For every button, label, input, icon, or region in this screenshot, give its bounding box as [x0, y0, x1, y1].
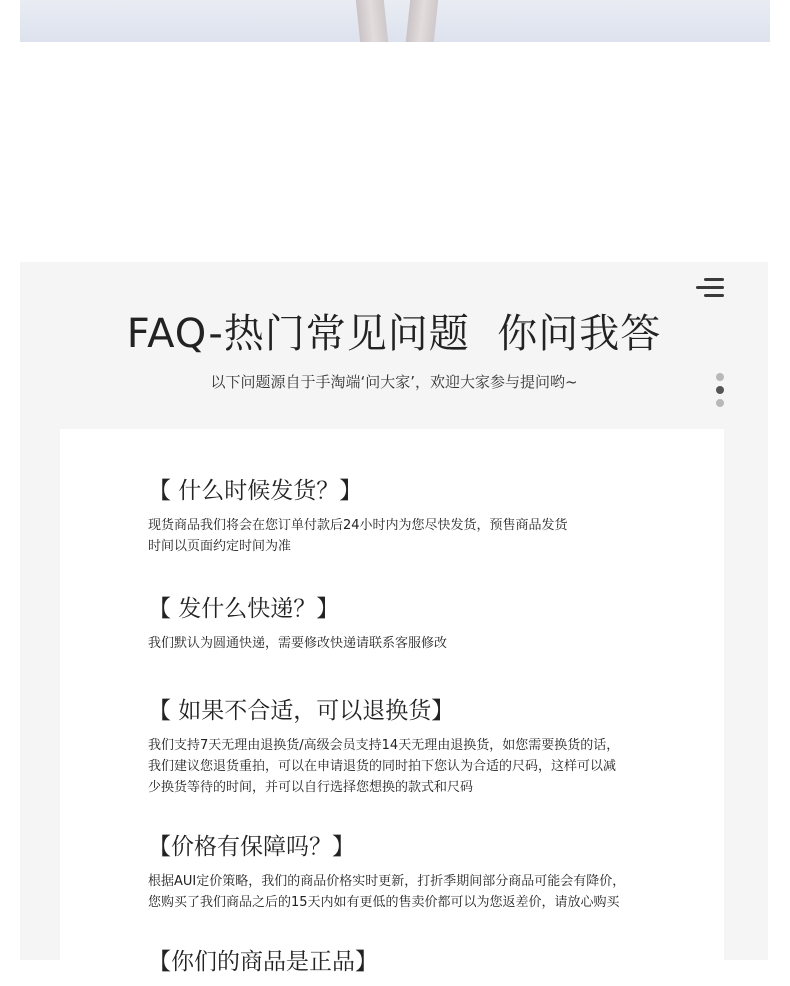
- faq-item: [148, 590, 658, 654]
- faq-item: [148, 943, 658, 986]
- faq-answer: 我们默认为圆通快递，需要修改快递请联系客服修改: [148, 636, 448, 651]
- menu-line: [696, 286, 724, 289]
- faq-answer: 现货商品我们将会在您订单付款后24小时内为您尽快发货，预售商品发货 时间以页面约定时间为准: [148, 518, 568, 554]
- pager-dots-icon[interactable]: [716, 373, 724, 412]
- pager-dot[interactable]: [716, 373, 724, 381]
- model-leg-left: [356, 0, 388, 42]
- faq-question: 【你们的商品是正品】: [148, 949, 378, 975]
- faq-subtitle: 以下问题源自于手淘端‘问大家’，欢迎大家参与提问哟~: [210, 373, 578, 391]
- faq-question: 【 什么时候发货？】: [148, 478, 363, 504]
- menu-line: [704, 278, 724, 281]
- product-image-bottom: [20, 0, 770, 42]
- faq-question: 【 发什么快递？】: [148, 596, 340, 622]
- faq-title: FAQ-热门常见问题 你问我答: [126, 311, 662, 357]
- faq-item: [148, 692, 658, 798]
- faq-item: [148, 472, 658, 557]
- faq-section: [20, 262, 768, 975]
- menu-lines-icon[interactable]: [696, 278, 724, 298]
- faq-question: 【 如果不合适，可以退换货】: [148, 698, 455, 724]
- faq-item: [148, 828, 658, 913]
- model-leg-right: [406, 0, 438, 42]
- faq-answer: 我们支持7天无理由退换货/高级会员支持14天无理由退换货，如您需要换货的话， 我们建议您退货重拍，可以在申请退货的同时拍下您认为合适的尺码，这样可以减 少换货等待的时间，并可以自行选择您想换的款式和尺码: [148, 738, 620, 795]
- faq-question: 【价格有保障吗？】: [148, 834, 355, 860]
- pager-dot[interactable]: [716, 399, 724, 407]
- menu-line: [704, 294, 724, 297]
- faq-answer: 根据AUI定价策略，我们的商品价格实时更新，打折季期间部分商品可能会有降价， 您购买了我们商品之后的15天内如有更低的售卖价都可以为您返差价，请放心购买: [148, 874, 626, 910]
- faq-card: [60, 429, 724, 975]
- pager-dot-active[interactable]: [716, 386, 724, 394]
